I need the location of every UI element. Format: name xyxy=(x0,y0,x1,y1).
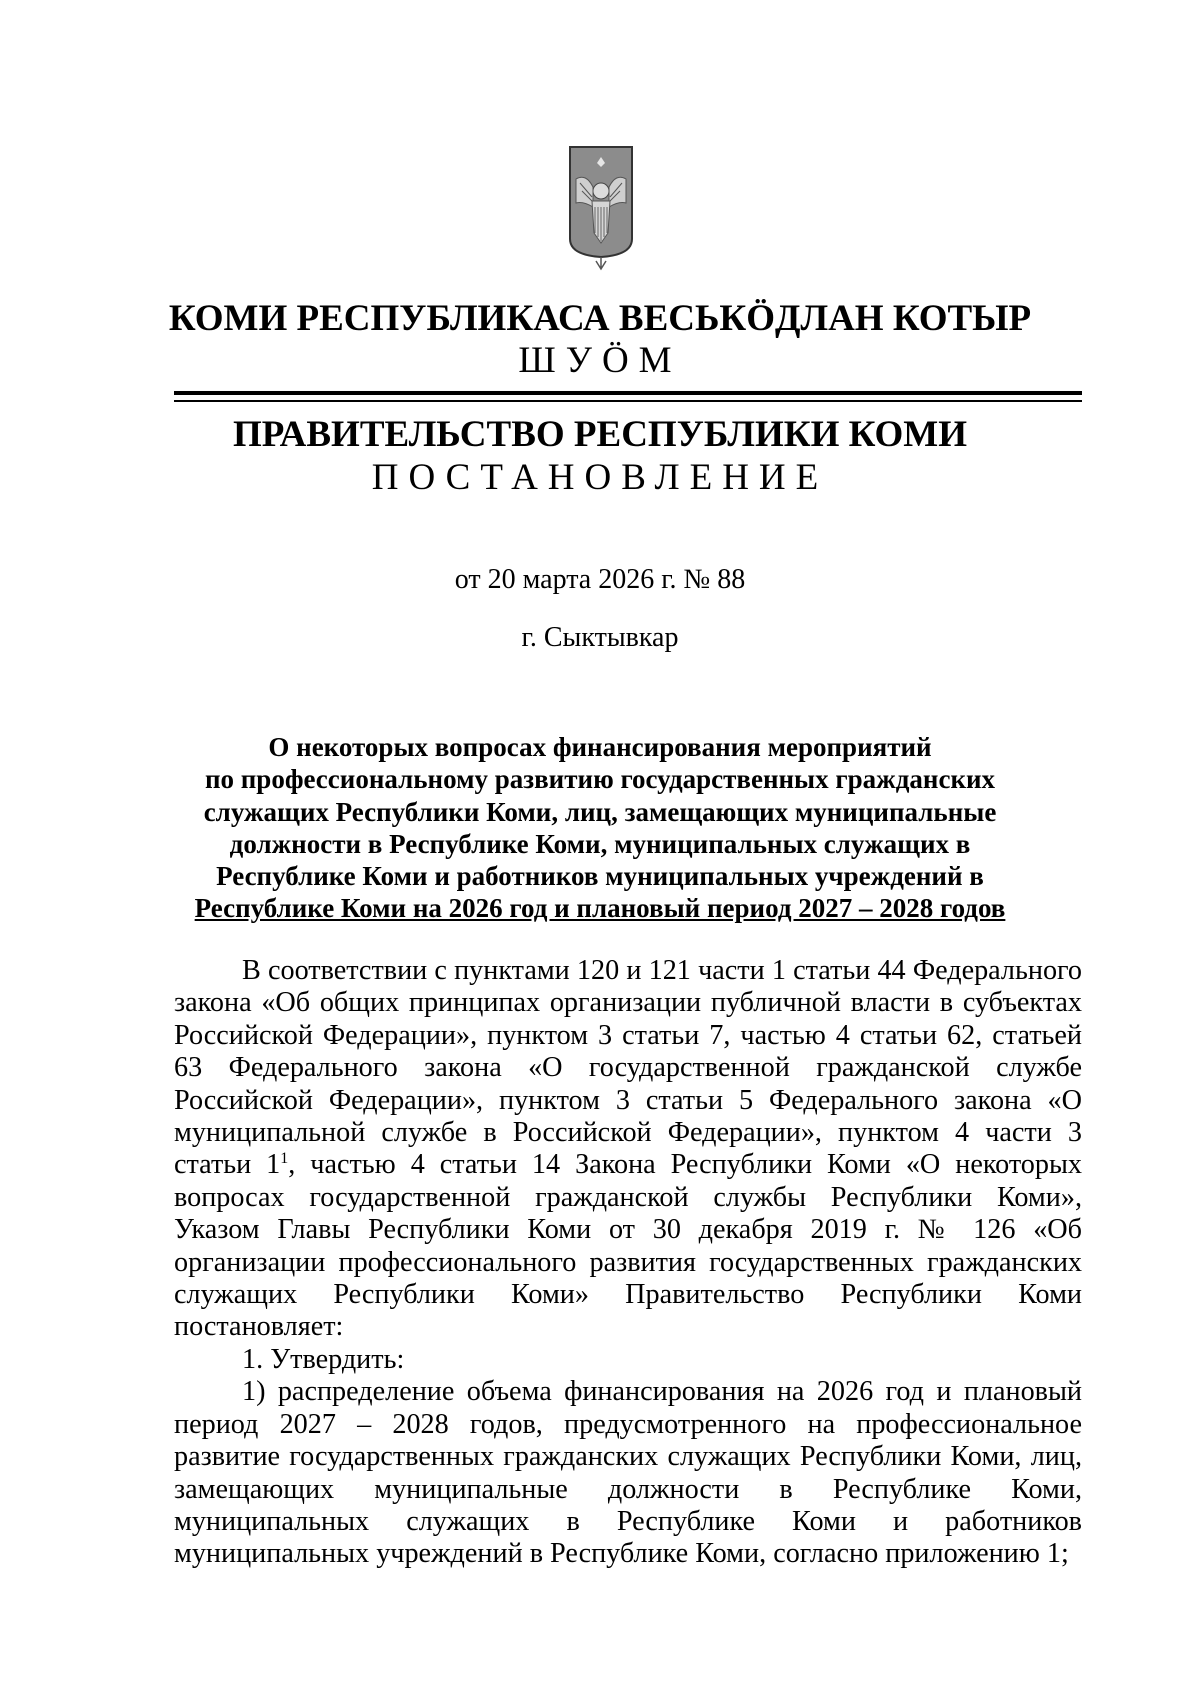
header-divider-thick xyxy=(174,391,1082,395)
komi-organization-heading: КОМИ РЕСПУБЛИКАСА ВЕСЬКӦДЛАН КОТЫР xyxy=(168,298,1032,339)
title-line: О некоторых вопросах финансирования мероприятий xyxy=(268,732,932,762)
document-date-number: от 20 марта 2026 г. № 88 xyxy=(454,564,746,595)
body-paragraph-item-1: 1. Утвердить: xyxy=(242,1343,405,1375)
document-city: г. Сыктывкар xyxy=(521,622,679,653)
body-paragraph-subitem-1: 1) распределение объема финансирования на 2026 год и плановый период 2027 – 2028 годов, предусмотренного на профессиональное развитие государственных гражданских служащих Республики Коми, лиц, замещающих муниципальные должности в Республике Коми, муниципальных служащих в Республике Коми и работников муниципальных учреждений в Республике Коми, согласно приложению 1; xyxy=(174,1376,1082,1570)
document-title xyxy=(150,731,1050,925)
title-line: Республике Коми и работников муниципальных учреждений в xyxy=(216,861,984,892)
document-body xyxy=(174,955,1082,1571)
header-divider-thin xyxy=(174,400,1082,402)
superscript-index: 1 xyxy=(280,1150,289,1168)
title-line: служащих Республики Коми, лиц, замещающих муниципальные xyxy=(203,796,997,827)
title-line-underlined: Республике Коми на 2026 год и плановый период 2027 – 2028 годов xyxy=(194,893,1006,924)
preamble-text-part2: , частью 4 статьи 14 Закона Республики Коми «О некоторых вопросах государственной гражданской службы Республики Коми», Указом Главы Республики Коми от 30 декабря 2019 г. № 126 «Об организации профессионального развития государственных гражданских служащих Республики Коми» Правительство Республики Коми постановляет: xyxy=(174,1149,1083,1343)
komi-coat-of-arms-emblem xyxy=(568,143,634,291)
title-line: должности в Республике Коми, муниципальных служащих в xyxy=(229,828,971,859)
body-paragraph-preamble xyxy=(174,955,1082,1344)
komi-document-type: ШУӦМ xyxy=(518,340,682,381)
russian-document-type: ПОСТАНОВЛЕНИЕ xyxy=(371,457,829,498)
preamble-text-part1: В соответствии с пунктами 120 и 121 части 1 статьи 44 Федерального закона «Об общих принципах организации публичной власти в субъектах Российской Федерации», пунктом 3 статьи 7, частью 4 статьи 62, статьей 63 Федерального закона «О государственной гражданской службе Российской Федерации», пунктом 3 статьи 5 Федерального закона «О муниципальной службе в Российской Федерации», пунктом 4 части 3 статьи 1 xyxy=(174,955,1082,1181)
russian-organization-heading: ПРАВИТЕЛЬСТВО РЕСПУБЛИКИ КОМИ xyxy=(233,414,967,455)
title-line: по профессиональному развитию государственных гражданских xyxy=(204,764,996,795)
